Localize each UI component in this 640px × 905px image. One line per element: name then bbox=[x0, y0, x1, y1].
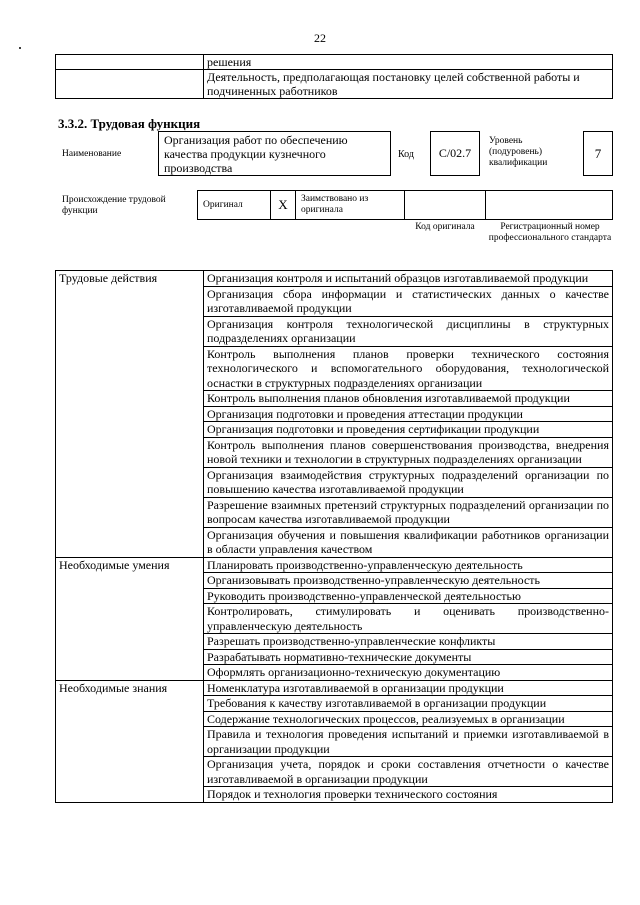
item-cell: Планировать производственно-управленческую деятельность bbox=[204, 557, 613, 573]
item-cell: Организация контроля и испытаний образцов изготавливаемой продукции bbox=[204, 271, 613, 287]
item-cell: Организация учета, порядок и сроки составления отчетности о качестве изготавливаемой в организации продукции bbox=[204, 757, 613, 787]
item-cell: Содержание технологических процессов, реализуемых в организации bbox=[204, 711, 613, 727]
original-mark-cell: X bbox=[271, 191, 296, 220]
origin-table bbox=[197, 190, 613, 220]
reg-number-cell bbox=[486, 191, 613, 220]
item-cell: Разрабатывать нормативно-технические документы bbox=[204, 649, 613, 665]
function-code-box: С/02.7 bbox=[430, 131, 480, 176]
table-row bbox=[198, 191, 613, 220]
code-original-caption: Код оригинала bbox=[415, 222, 475, 232]
code-original-cell bbox=[405, 191, 486, 220]
table-row bbox=[56, 680, 613, 696]
margin-dot bbox=[19, 47, 21, 49]
item-cell: Оформлять организационно-техническую документацию bbox=[204, 665, 613, 681]
function-name-box: Организация работ по обеспечению качества продукции кузнечного производства bbox=[158, 131, 391, 176]
function-details-body bbox=[56, 271, 613, 803]
item-cell: Организация сбора информации и статистических данных о качестве изготавливаемой продукции bbox=[204, 286, 613, 316]
name-label: Наименование bbox=[62, 149, 122, 159]
item-cell: Номенклатура изготавливаемой в организации продукции bbox=[204, 680, 613, 696]
reg-number-caption: Регистрационный номер профессионального стандарта bbox=[488, 222, 612, 243]
empty-category-cell bbox=[56, 55, 204, 70]
qualification-level-box: 7 bbox=[583, 131, 613, 176]
item-cell: Требования к качеству изготавливаемой в организации продукции bbox=[204, 696, 613, 712]
item-cell: Разрешать производственно-управленческие конфликты bbox=[204, 634, 613, 650]
original-label-cell: Оригинал bbox=[198, 191, 271, 220]
item-cell: Контролировать, стимулировать и оценивать производственно-управленческую деятельность bbox=[204, 604, 613, 634]
item-cell: Контроль выполнения планов обновления изготавливаемой продукции bbox=[204, 391, 613, 407]
origin-label: Происхождение трудовой функции bbox=[62, 195, 166, 216]
code-label: Код bbox=[398, 149, 414, 160]
item-cell: Организация взаимодействия структурных подразделений организации по повышению качества изготавливаемой продукции bbox=[204, 467, 613, 497]
item-cell: Организовывать производственно-управленческую деятельность bbox=[204, 573, 613, 589]
table-cell: Деятельность, предполагающая постановку целей собственной работы и подчиненных работников bbox=[204, 70, 613, 99]
category-cell: Необходимые знания bbox=[56, 680, 204, 802]
item-cell: Организация подготовки и проведения аттестации продукции bbox=[204, 406, 613, 422]
qualification-level-label: Уровень (подуровень) квалификации bbox=[489, 136, 548, 168]
page-number: 22 bbox=[314, 31, 326, 45]
table-row bbox=[56, 557, 613, 573]
function-details-table bbox=[55, 270, 613, 803]
item-cell: Контроль выполнения планов совершенствования производства, внедрения новой техники и технологии в структурных подразделениях организации bbox=[204, 437, 613, 467]
category-cell: Трудовые действия bbox=[56, 271, 204, 558]
table-row bbox=[56, 55, 613, 70]
borrowed-label-cell: Заимствовано из оригинала bbox=[296, 191, 405, 220]
continuation-table bbox=[55, 54, 613, 99]
item-cell: Организация подготовки и проведения сертификации продукции bbox=[204, 422, 613, 438]
item-cell: Контроль выполнения планов проверки технического состояния технологического и вспомогательного оборудования, технологической оснастки в структурных подразделениях организации bbox=[204, 346, 613, 391]
category-cell: Необходимые умения bbox=[56, 557, 204, 680]
empty-category-cell bbox=[56, 70, 204, 99]
section-heading: 3.3.2. Трудовая функция bbox=[58, 116, 201, 131]
table-row bbox=[56, 271, 613, 287]
item-cell: Правила и технология проведения испытаний и приемки изготавливаемой в организации продукции bbox=[204, 727, 613, 757]
table-row bbox=[56, 70, 613, 99]
item-cell: Разрешение взаимных претензий структурных подразделений организации по вопросам качества изготавливаемой продукции bbox=[204, 497, 613, 527]
item-cell: Руководить производственно-управленческой деятельностью bbox=[204, 588, 613, 604]
table-cell: решения bbox=[204, 55, 613, 70]
item-cell: Организация контроля технологической дисциплины в структурных подразделениях организации bbox=[204, 316, 613, 346]
item-cell: Порядок и технология проверки технического состояния bbox=[204, 787, 613, 803]
item-cell: Организация обучения и повышения квалификации работников организации в области управления качеством bbox=[204, 527, 613, 557]
